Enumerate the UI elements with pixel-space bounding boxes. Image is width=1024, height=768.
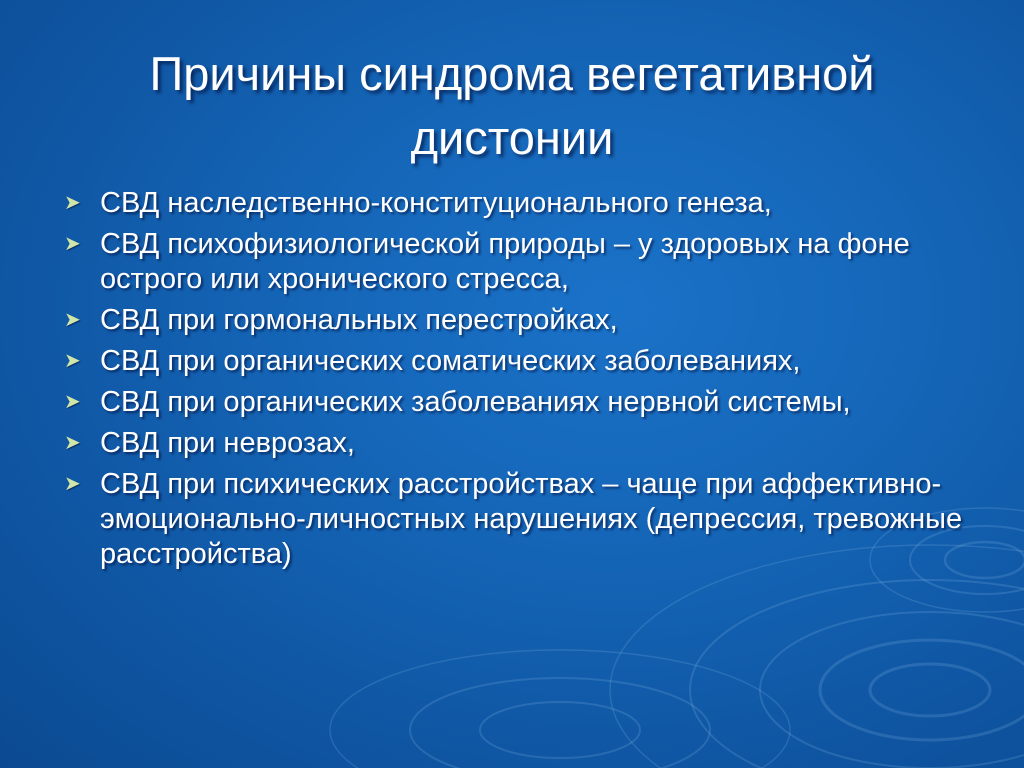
chevron-right-icon: ➤ <box>64 432 81 454</box>
list-item <box>60 385 980 420</box>
list-item-text: СВД при органических соматических заболеваниях, <box>100 345 801 377</box>
list-item <box>60 303 980 338</box>
list-item-text: СВД наследственно-конституционального генеза, <box>100 187 772 219</box>
list-item <box>60 227 980 297</box>
list-item <box>60 344 980 379</box>
chevron-right-icon: ➤ <box>64 192 81 214</box>
chevron-right-icon: ➤ <box>64 391 81 413</box>
slide-title-line-2: дистонии <box>410 111 614 164</box>
chevron-right-icon: ➤ <box>64 233 81 255</box>
bullet-list <box>60 186 980 578</box>
list-item-text: СВД психофизиологической природы – у здоровых на фоне острого или хронического стресса, <box>100 228 910 295</box>
list-item <box>60 186 980 221</box>
slide-title <box>0 42 1024 170</box>
list-item-text: СВД при органических заболеваниях нервной системы, <box>100 386 851 418</box>
chevron-right-icon: ➤ <box>64 309 81 331</box>
list-item-text: СВД при неврозах, <box>100 427 355 459</box>
list-item <box>60 426 980 461</box>
list-item-text: СВД при психических расстройствах – чаще при аффективно-эмоционально-личностных нарушениях (депрессия, тревожные расстройства) <box>100 468 963 570</box>
list-item-text: СВД при гормональных перестройках, <box>100 304 618 336</box>
chevron-right-icon: ➤ <box>64 350 81 372</box>
slide-title-line-1: Причины синдрома вегетативной <box>149 47 875 100</box>
chevron-right-icon: ➤ <box>64 473 81 495</box>
list-item <box>60 467 980 572</box>
